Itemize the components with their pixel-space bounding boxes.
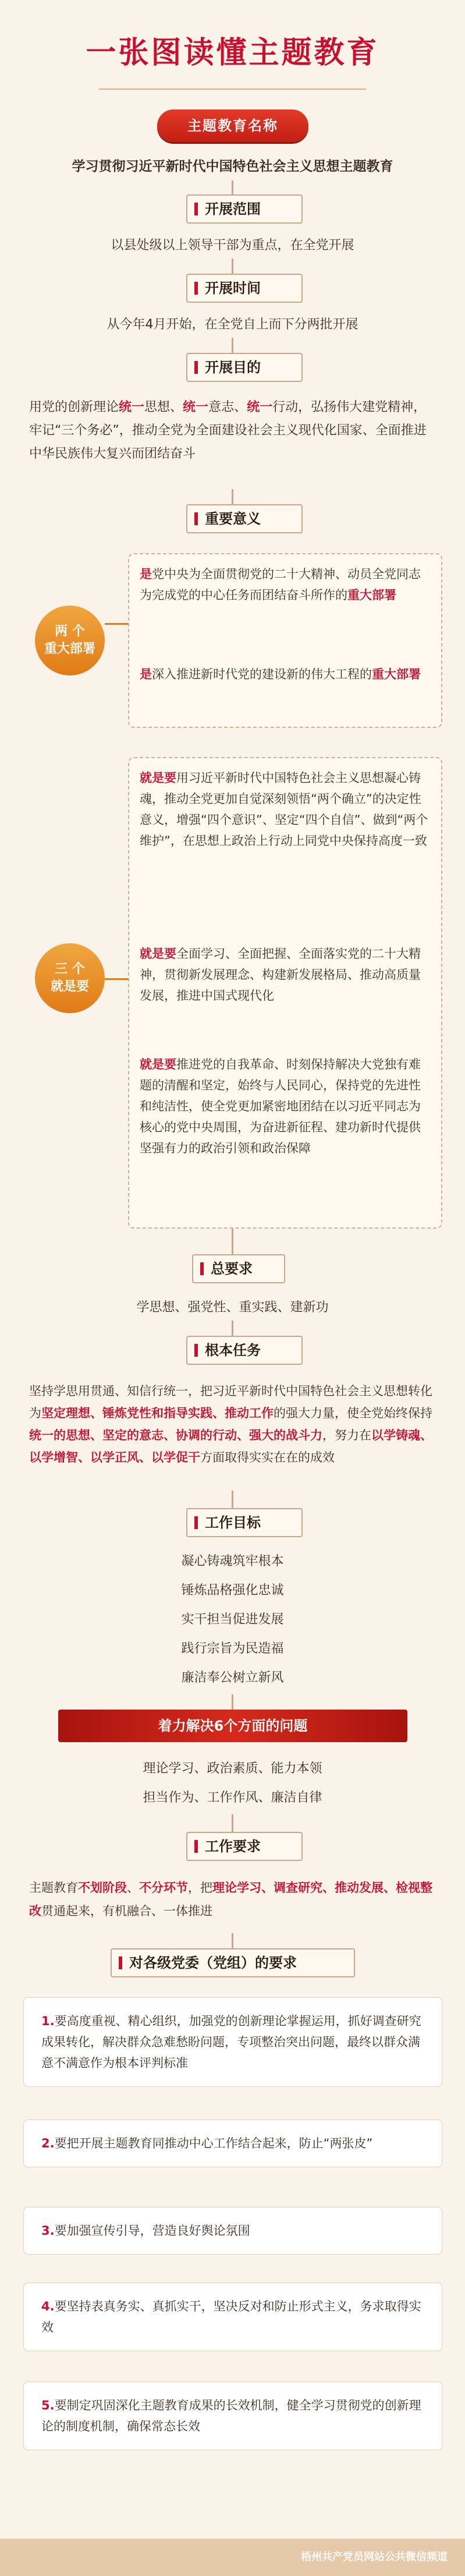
topic-name: 学习贯彻习近平新时代中国特色社会主义思想主题教育 xyxy=(72,159,393,174)
connector xyxy=(232,1321,233,1336)
goal-item: 实干担当促进发展 xyxy=(181,1612,284,1627)
section-significance-label: 重要意义 xyxy=(186,504,303,533)
general-text: 学思想、强党性、重实践、建新功 xyxy=(136,1300,329,1315)
section-time-label: 开展时间 xyxy=(186,274,303,303)
section-goals-label: 工作目标 xyxy=(186,1508,303,1537)
section-task-label: 根本任务 xyxy=(186,1336,303,1365)
party-requirement-5: 5.要制定巩固深化主题教育成果的长效机制，健全学习贯彻党的创新理论的制度机制，确保常态长效 xyxy=(23,2382,442,2450)
two-deployments-item-1: 是党中央为全面贯彻党的二十大精神、动员全党同志为完成党的中心任务而团结奋斗所作的重大部署 xyxy=(140,567,421,602)
goal-item: 锤炼品格强化忠诚 xyxy=(181,1583,284,1598)
section-purpose-label: 开展目的 xyxy=(186,353,303,382)
tag-connector xyxy=(105,623,128,625)
connector xyxy=(232,181,233,194)
section-scope-label: 开展范围 xyxy=(186,194,303,224)
section-general-label: 总要求 xyxy=(192,1254,285,1283)
party-requirement-3: 3.要加强宣传引导，营造良好舆论氛围 xyxy=(23,2207,442,2255)
purpose-text: 用党的创新理论统一思想、统一意志、统一行动，弘扬伟大建党精神，牢记“三个务必”，推动全党为全面建设社会主义现代化国家、全面推进中华民族伟大复兴而团结奋斗 xyxy=(29,400,427,461)
title-divider xyxy=(0,87,465,91)
section-work-req-label: 工作要求 xyxy=(186,1832,303,1861)
section-party-label: 对各级党委（党组）的要求 xyxy=(111,1948,355,1977)
party-requirement-4: 4.要坚持表真务实、真抓实干，坚决反对和防止形式主义，务求取得实效 xyxy=(23,2283,442,2351)
three-musts-item-2: 就是要全面学习、全面把握、全面落实党的二十大精神，贯彻新发展理念、构建新发展格局、推动高质量发展，推进中国式现代化 xyxy=(140,947,421,1003)
six-problems-line-2: 担当作为、工作作风、廉洁自律 xyxy=(143,1791,322,1805)
connector xyxy=(232,1694,233,1710)
connector xyxy=(232,1933,233,1948)
connector xyxy=(232,1814,233,1832)
party-requirement-1: 1.要高度重视、精心组织，加强党的创新理论掌握运用，抓好调查研究成果转化，解决群众急难愁盼问题，专项整治突出问题，最终以群众满意不满意作为根本评判标准 xyxy=(23,1997,442,2087)
party-requirement-2: 2.要把开展主题教育同推动中心工作结合起来，防止“两张皮” xyxy=(23,2119,442,2167)
task-text: 坚持学思用贯通、知信行统一，把习近平新时代中国特色社会主义思想转化为坚定理想、锤炼党性和指导实践、推动工作的强大力量，使全党始终保持统一的思想、坚定的意志、协调的行动、强大的战斗力，努力在以学铸魂、以学增智、以学正风、以学促干方面取得实实在在的成效 xyxy=(29,1384,432,1464)
two-deployments-item-2: 是深入推进新时代党的建设新的伟大工程的重大部署 xyxy=(140,667,421,681)
connector xyxy=(232,338,233,353)
two-deployments-tag: 两 个 重大部署 xyxy=(35,606,105,675)
three-musts-item-1: 就是要用习近平新时代中国特色社会主义思想凝心铸魂，推动全党更加自觉深刻领悟“两个确立”的决定性意义，增强“四个意识”、坚定“四个自信”、做到“两个维护”，在思想上政治上行动上同党中央保持高度一致 xyxy=(140,771,428,848)
connector xyxy=(232,489,233,504)
goal-item: 廉洁奉公树立新风 xyxy=(181,1671,284,1685)
connector xyxy=(232,259,233,274)
scope-text: 以县处级以上领导干部为重点，在全党开展 xyxy=(111,238,354,253)
work-req-text: 主题教育不划阶段、不分环节，把理论学习、调查研究、推动发展、检视整改贯通起来，有机融合、一体推进 xyxy=(29,1881,432,1918)
goal-item: 凝心铸魂筑牢根本 xyxy=(181,1554,284,1569)
tag-connector xyxy=(105,978,128,980)
connector xyxy=(232,1229,233,1254)
topic-label-pill: 主题教育名称 xyxy=(157,109,308,142)
footer-source: 梧州共产党员网站公共微信频道 xyxy=(0,2539,465,2576)
six-problems-line-1: 理论学习、政治素质、能力本领 xyxy=(143,1761,322,1776)
connector xyxy=(232,1491,233,1508)
goal-item: 践行宗旨为民造福 xyxy=(181,1641,284,1656)
page-title: 一张图读懂主题教育 xyxy=(86,36,379,70)
three-musts-tag: 三 个 就是要 xyxy=(35,943,105,1013)
six-problems-banner: 着力解决6个方面的问题 xyxy=(58,1710,407,1742)
time-text: 从今年4月开始，在全党自上而下分两批开展 xyxy=(107,317,358,332)
three-musts-item-3: 就是要推进党的自我革命、时刻保持解决大党独有难题的清醒和坚定，始终与人民同心，保持党的先进性和纯洁性，使全党更加紧密地团结在以习近平同志为核心的党中央周围，为奋进新征程、建功新时代提供坚强有力的政治引领和政治保障 xyxy=(140,1057,421,1155)
